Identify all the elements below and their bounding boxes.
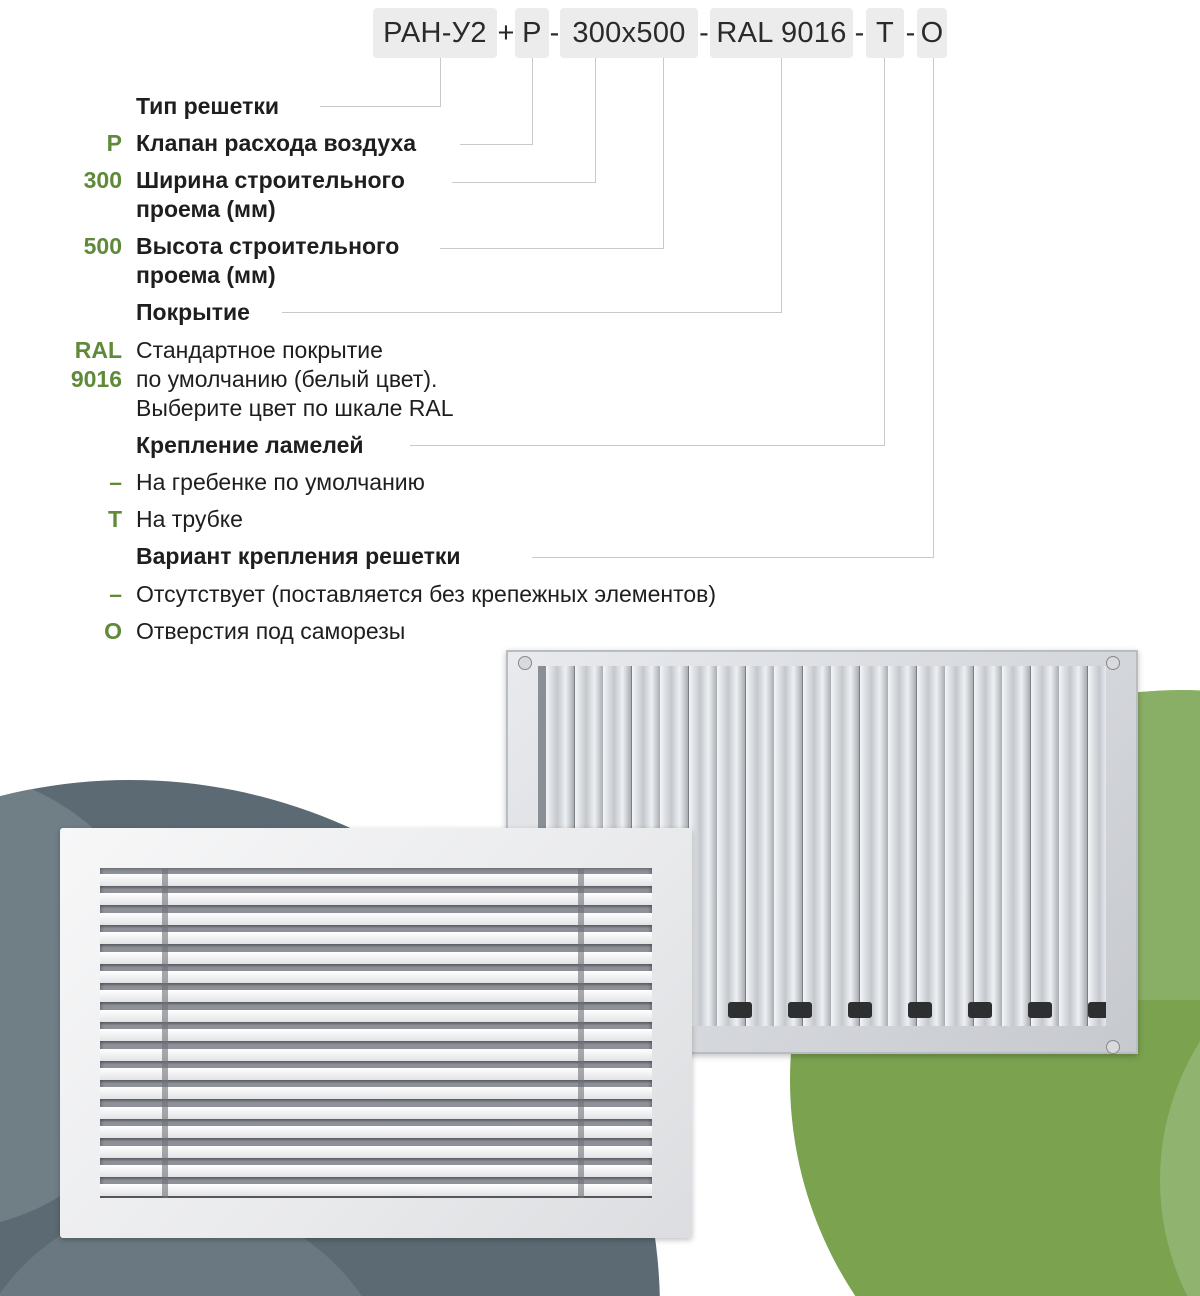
gear-icon (848, 1002, 872, 1018)
leader-line (663, 58, 664, 248)
label-none: Отсутствует (поставляется без крепежных элементов) (136, 581, 717, 607)
grille-slats (100, 868, 652, 1198)
code-label-valve: Р (106, 130, 122, 156)
grille-comb (578, 868, 584, 1198)
damper-blade (974, 666, 1003, 1026)
damper-blade (860, 666, 889, 1026)
separator-dash: - (699, 17, 709, 49)
grille-slat (100, 1087, 652, 1099)
label-tube: На трубке (136, 506, 243, 532)
gear-icon (728, 1002, 752, 1018)
grille-comb (162, 868, 168, 1198)
grille-slat (100, 1010, 652, 1022)
gear-icon (1088, 1002, 1106, 1018)
damper-blade (1002, 666, 1031, 1026)
label-coating: Покрытие (136, 299, 250, 325)
leader-line (452, 182, 596, 183)
damper-blade (888, 666, 917, 1026)
damper-blade (717, 666, 746, 1026)
grille-slat (100, 1146, 652, 1158)
separator-plus: + (497, 17, 515, 49)
leader-line (460, 144, 533, 145)
grille-slat (100, 1068, 652, 1080)
leader-line (884, 58, 885, 445)
code-grille-type: РАН-У2 (373, 8, 497, 58)
grille-slat (100, 893, 652, 905)
label-comb: На гребенке по умолчанию (136, 469, 425, 495)
code-grille-mount: О (917, 8, 947, 58)
label-ral-line3: Выберите цвет по шкале RAL (136, 395, 454, 421)
code-label-none: – (109, 581, 122, 607)
grille-slat (100, 1029, 652, 1041)
label-blade-mount: Крепление ламелей (136, 432, 364, 458)
code-label-width: 300 (83, 167, 122, 193)
screw-icon (1106, 1040, 1120, 1054)
leader-line (532, 58, 533, 144)
gear-icon (788, 1002, 812, 1018)
leader-line (933, 58, 934, 557)
grille-slat (100, 1107, 652, 1119)
code-label-holes: О (104, 618, 122, 644)
gear-icon (908, 1002, 932, 1018)
grille-slat (100, 932, 652, 944)
code-size: 300х500 (560, 8, 698, 58)
label-height-line2: проема (мм) (136, 262, 276, 288)
damper-blade (1059, 666, 1088, 1026)
leader-line (320, 106, 441, 107)
leader-line (440, 248, 664, 249)
leader-line (282, 312, 782, 313)
grille-slat (100, 990, 652, 1002)
grille-slat (100, 952, 652, 964)
code-label-ral-number: 9016 (70, 366, 122, 392)
label-valve: Клапан расхода воздуха (136, 130, 417, 156)
grille-image (60, 828, 692, 1238)
damper-blade (945, 666, 974, 1026)
separator-dash: - (854, 17, 865, 49)
label-height-line1: Высота строительного (136, 233, 400, 259)
leader-line (595, 58, 596, 182)
leader-line (440, 58, 441, 106)
damper-blade (831, 666, 860, 1026)
code-label-height: 500 (83, 233, 122, 259)
damper-blade (803, 666, 832, 1026)
label-grille-mount: Вариант крепления решетки (136, 543, 461, 569)
label-width-line2: проема (мм) (136, 196, 276, 222)
screw-icon (1106, 656, 1120, 670)
screw-icon (518, 656, 532, 670)
grille-slat (100, 874, 652, 886)
label-holes: Отверстия под саморезы (136, 618, 406, 644)
grille-slat (100, 1049, 652, 1061)
separator-dash: - (549, 17, 560, 49)
damper-blade (689, 666, 718, 1026)
separator-dash: - (905, 17, 916, 49)
damper-blade (1031, 666, 1060, 1026)
label-ral-line2: по умолчанию (белый цвет). (136, 366, 438, 392)
damper-blade (917, 666, 946, 1026)
label-grille-type: Тип решетки (136, 93, 280, 119)
code-valve: Р (515, 8, 549, 58)
leader-line (781, 58, 782, 312)
code-ral: RAL 9016 (710, 8, 853, 58)
damper-blade (1088, 666, 1107, 1026)
label-width-line1: Ширина строительного (136, 167, 405, 193)
damper-blade (774, 666, 803, 1026)
grille-slat (100, 1126, 652, 1138)
label-ral-line1: Стандартное покрытие (136, 337, 383, 363)
damper-blade (746, 666, 775, 1026)
leader-line (532, 557, 934, 558)
grille-slat (100, 971, 652, 983)
code-blade-mount: Т (866, 8, 904, 58)
grille-slat (100, 1165, 652, 1177)
grille-slat (100, 913, 652, 925)
leader-line (410, 445, 885, 446)
gear-icon (968, 1002, 992, 1018)
code-label-ral: RAL (74, 337, 122, 363)
code-label-tube: Т (107, 506, 122, 532)
code-label-comb: – (109, 469, 122, 495)
grille-slat (100, 1184, 652, 1196)
gear-icon (1028, 1002, 1052, 1018)
